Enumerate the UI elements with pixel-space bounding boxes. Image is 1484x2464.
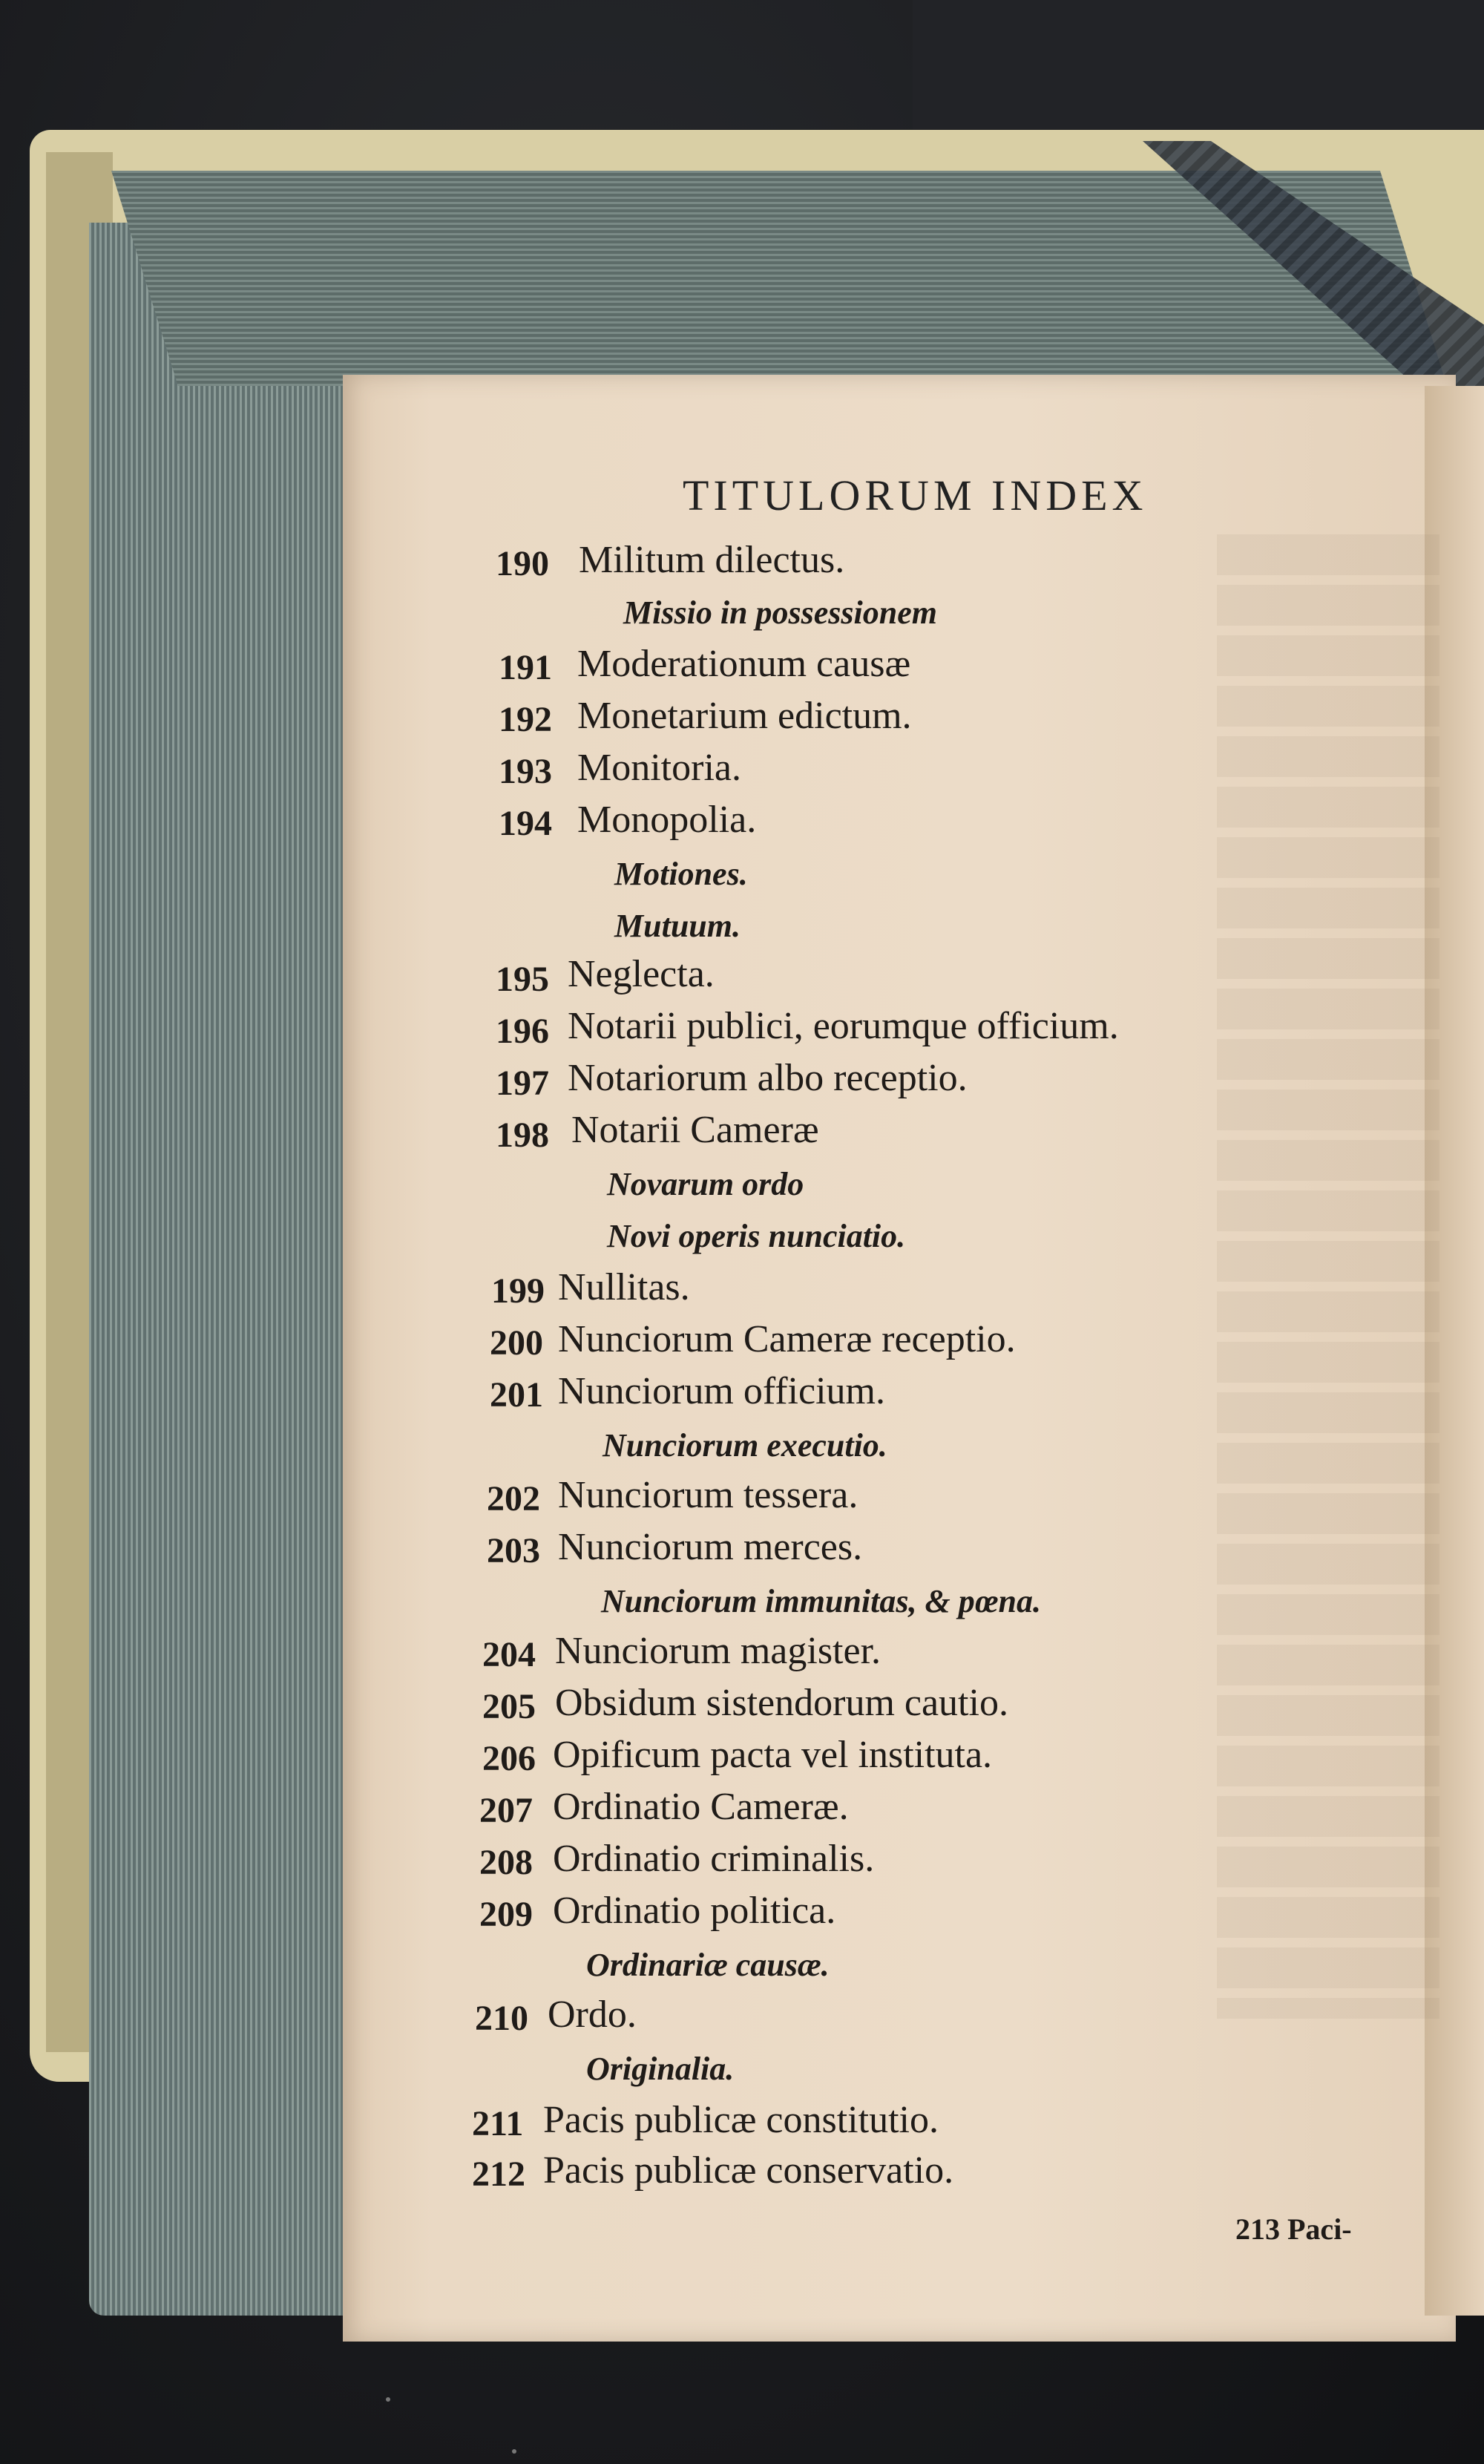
entry-title: Pacis publicæ constitutio. (543, 2099, 939, 2141)
entry-title: Notariorum albo receptio. (568, 1057, 968, 1099)
dust-speck (386, 2397, 390, 2402)
entry-title: Neglecta. (568, 953, 715, 995)
entry-number: 211 (472, 2104, 524, 2143)
entry-number: 209 (479, 1895, 533, 1934)
entry-number: 202 (487, 1479, 540, 1518)
entry-title: Ordinatio politica. (553, 1890, 836, 1932)
entry-number: 192 (499, 700, 552, 739)
dust-speck (512, 2449, 516, 2454)
entry-title: Monopolia. (577, 799, 757, 841)
entry-title: Moderationum causæ (577, 643, 911, 685)
entry-number: 203 (487, 1531, 540, 1570)
entry-number: 210 (475, 1999, 528, 2038)
entry-number: 191 (499, 648, 552, 687)
entry-title: Nunciorum officium. (558, 1370, 885, 1412)
entry-number: 208 (479, 1843, 533, 1882)
entry-title: Opificum pacta vel instituta. (553, 1734, 993, 1776)
entry-subtitle: Nunciorum immunitas, & pœna. (601, 1583, 1041, 1619)
entry-number: 197 (496, 1064, 549, 1103)
entry-number: 207 (479, 1791, 533, 1830)
entry-number: 200 (490, 1323, 543, 1363)
entry-title: Pacis publicæ conservatio. (543, 2149, 954, 2192)
entry-number: 198 (496, 1115, 549, 1155)
entry-title: Obsidum sistendorum cautio. (555, 1682, 1008, 1724)
entry-title: Notarii publici, eorumque officium. (568, 1005, 1119, 1047)
entry-number: 190 (496, 544, 549, 583)
entry-subtitle: Originalia. (586, 2051, 735, 2087)
entry-title: Militum dilectus. (579, 539, 845, 581)
entry-number: 201 (490, 1375, 543, 1415)
entry-number: 204 (482, 1635, 536, 1674)
entry-title: Nunciorum merces. (558, 1526, 863, 1568)
entry-title: Nunciorum magister. (555, 1630, 881, 1672)
entry-title: Ordinatio Cameræ. (553, 1786, 849, 1828)
entry-title: Nullitas. (558, 1266, 690, 1308)
entry-subtitle: Ordinariæ causæ. (586, 1947, 830, 1983)
entry-number: 194 (499, 804, 552, 843)
entry-subtitle: Missio in possessionem (623, 594, 937, 631)
entry-subtitle: Nunciorum executio. (603, 1427, 887, 1464)
entry-title: Ordo. (548, 1993, 637, 2036)
entry-number: 196 (496, 1012, 549, 1051)
entry-subtitle: Novarum ordo (607, 1166, 804, 1202)
entry-title: Monetarium edictum. (577, 695, 912, 737)
entry-number: 206 (482, 1739, 536, 1778)
entry-number: 195 (496, 960, 549, 999)
entry-title: Nunciorum tessera. (558, 1474, 858, 1516)
entry-title: Ordinatio criminalis. (553, 1838, 875, 1880)
entry-title: Notarii Cameræ (571, 1109, 819, 1151)
entry-number: 199 (491, 1271, 545, 1311)
page-header: TITULORUM INDEX (683, 471, 1148, 520)
catchword: 213 Paci- (1235, 2212, 1352, 2246)
entry-title: Nunciorum Cameræ receptio. (558, 1318, 1016, 1360)
entry-number: 212 (472, 2155, 525, 2194)
entry-subtitle: Novi operis nunciatio. (607, 1218, 906, 1254)
entry-subtitle: Motiones. (614, 856, 748, 892)
entry-title: Monitoria. (577, 747, 741, 789)
entry-number: 193 (499, 752, 552, 791)
entry-number: 205 (482, 1687, 536, 1726)
entry-subtitle: Mutuum. (614, 908, 741, 944)
